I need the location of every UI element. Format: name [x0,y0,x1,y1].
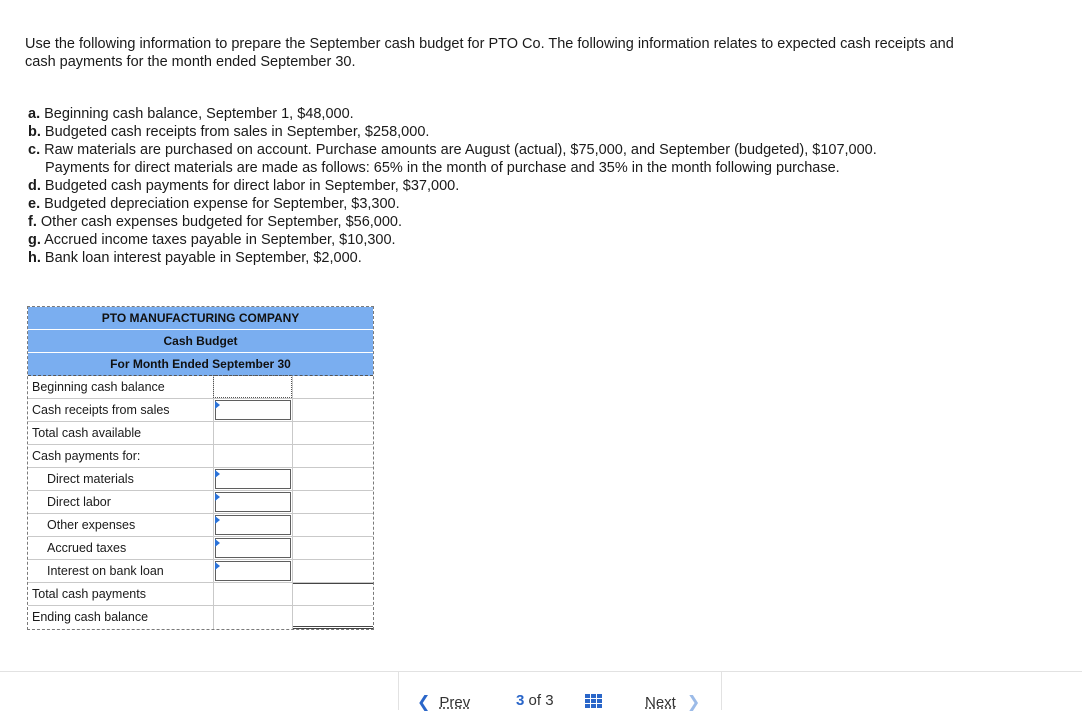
next-button[interactable]: Next ❯ [645,694,701,711]
table-row [28,491,373,514]
payments-header-total-cell [293,445,373,467]
footer-bar [0,671,1082,709]
table-row [28,583,373,606]
cash-receipts-cell [214,399,293,421]
table-row [28,560,373,583]
table-row [28,399,373,422]
interest-cell [214,560,293,582]
input-marker-icon [215,401,220,409]
input-marker-icon [215,539,220,547]
row-label: Total cash payments [28,583,214,605]
total-available-cell[interactable] [214,422,293,444]
budget-period: For Month Ended September 30 [28,353,373,376]
table-row [28,468,373,491]
total-payments-total-cell[interactable] [293,583,373,605]
ending-cash-cell[interactable] [214,606,293,629]
table-row [28,514,373,537]
row-label: Direct labor [28,491,214,513]
requirement-c: c. Raw materials are purchased on account. Purchase amounts are August (actual), $75,000, and September (budgeted), $107,000. Payments for direct materials are made as follows: 65% in the month of purchase and 35% in the month following purchase. [28,142,877,176]
interest-input[interactable] [215,561,291,581]
direct-materials-input[interactable] [215,469,291,489]
cash-receipts-input[interactable] [215,400,291,420]
prev-button[interactable]: ❮ Prev [417,694,471,711]
table-row [28,445,373,468]
instructions-text: Use the following information to prepare the September cash budget for PTO Co. The following information relates to expected cash receipts and cash payments for the month ended September 30. [25,36,954,70]
requirement-f: f. Other cash expenses budgeted for September, $56,000. [28,214,403,230]
row-label: Other expenses [28,514,214,536]
beginning-cash-total-cell [293,376,373,398]
direct-labor-total-cell [293,491,373,513]
table-row [28,422,373,445]
accrued-taxes-cell [214,537,293,559]
row-label: Cash payments for: [28,445,214,467]
total-payments-cell[interactable] [214,583,293,605]
interest-total-cell [293,560,373,582]
grid-icon[interactable] [585,694,602,709]
row-label: Ending cash balance [28,606,214,629]
row-label: Cash receipts from sales [28,399,214,421]
input-marker-icon [215,516,220,524]
requirements-list [28,105,1028,267]
table-row [28,376,373,399]
table-row [28,606,373,629]
direct-labor-cell [214,491,293,513]
budget-title: Cash Budget [28,330,373,353]
chevron-right-icon: ❯ [686,694,701,711]
requirement-g: g. Accrued income taxes payable in September, $10,300. [28,232,396,248]
company-name: PTO MANUFACTURING COMPANY [28,307,373,330]
row-label: Accrued taxes [28,537,214,559]
direct-labor-input[interactable] [215,492,291,512]
row-label: Direct materials [28,468,214,490]
ending-cash-total-cell[interactable] [293,606,373,629]
other-expenses-input[interactable] [215,515,291,535]
input-marker-icon [215,493,220,501]
other-expenses-total-cell [293,514,373,536]
other-expenses-cell [214,514,293,536]
requirement-e: e. Budgeted depreciation expense for September, $3,300. [28,196,400,212]
chevron-left-icon: ❮ [417,694,431,711]
row-label: Total cash available [28,422,214,444]
requirement-b: b. Budgeted cash receipts from sales in September, $258,000. [28,124,430,140]
double-underline [293,626,373,629]
table-row [28,537,373,560]
total-available-total-cell[interactable] [293,422,373,444]
total-rule [293,583,373,584]
input-marker-icon [215,562,220,570]
requirement-h: h. Bank loan interest payable in September, $2,000. [28,250,362,266]
payments-header-cell [214,445,293,467]
requirement-d: d. Budgeted cash payments for direct labor in September, $37,000. [28,178,460,194]
beginning-cash-cell[interactable] [214,376,293,398]
accrued-taxes-total-cell [293,537,373,559]
page-indicator: 3 of 3 [516,692,554,709]
row-label: Interest on bank loan [28,560,214,582]
input-marker-icon [215,470,220,478]
direct-materials-cell [214,468,293,490]
pager [398,672,722,710]
accrued-taxes-input[interactable] [215,538,291,558]
requirement-a: a. Beginning cash balance, September 1, $48,000. [28,106,354,122]
cash-receipts-total-cell [293,399,373,421]
focus-outline [213,375,292,398]
row-label: Beginning cash balance [28,376,214,398]
cash-budget-table [27,306,374,630]
direct-materials-total-cell [293,468,373,490]
